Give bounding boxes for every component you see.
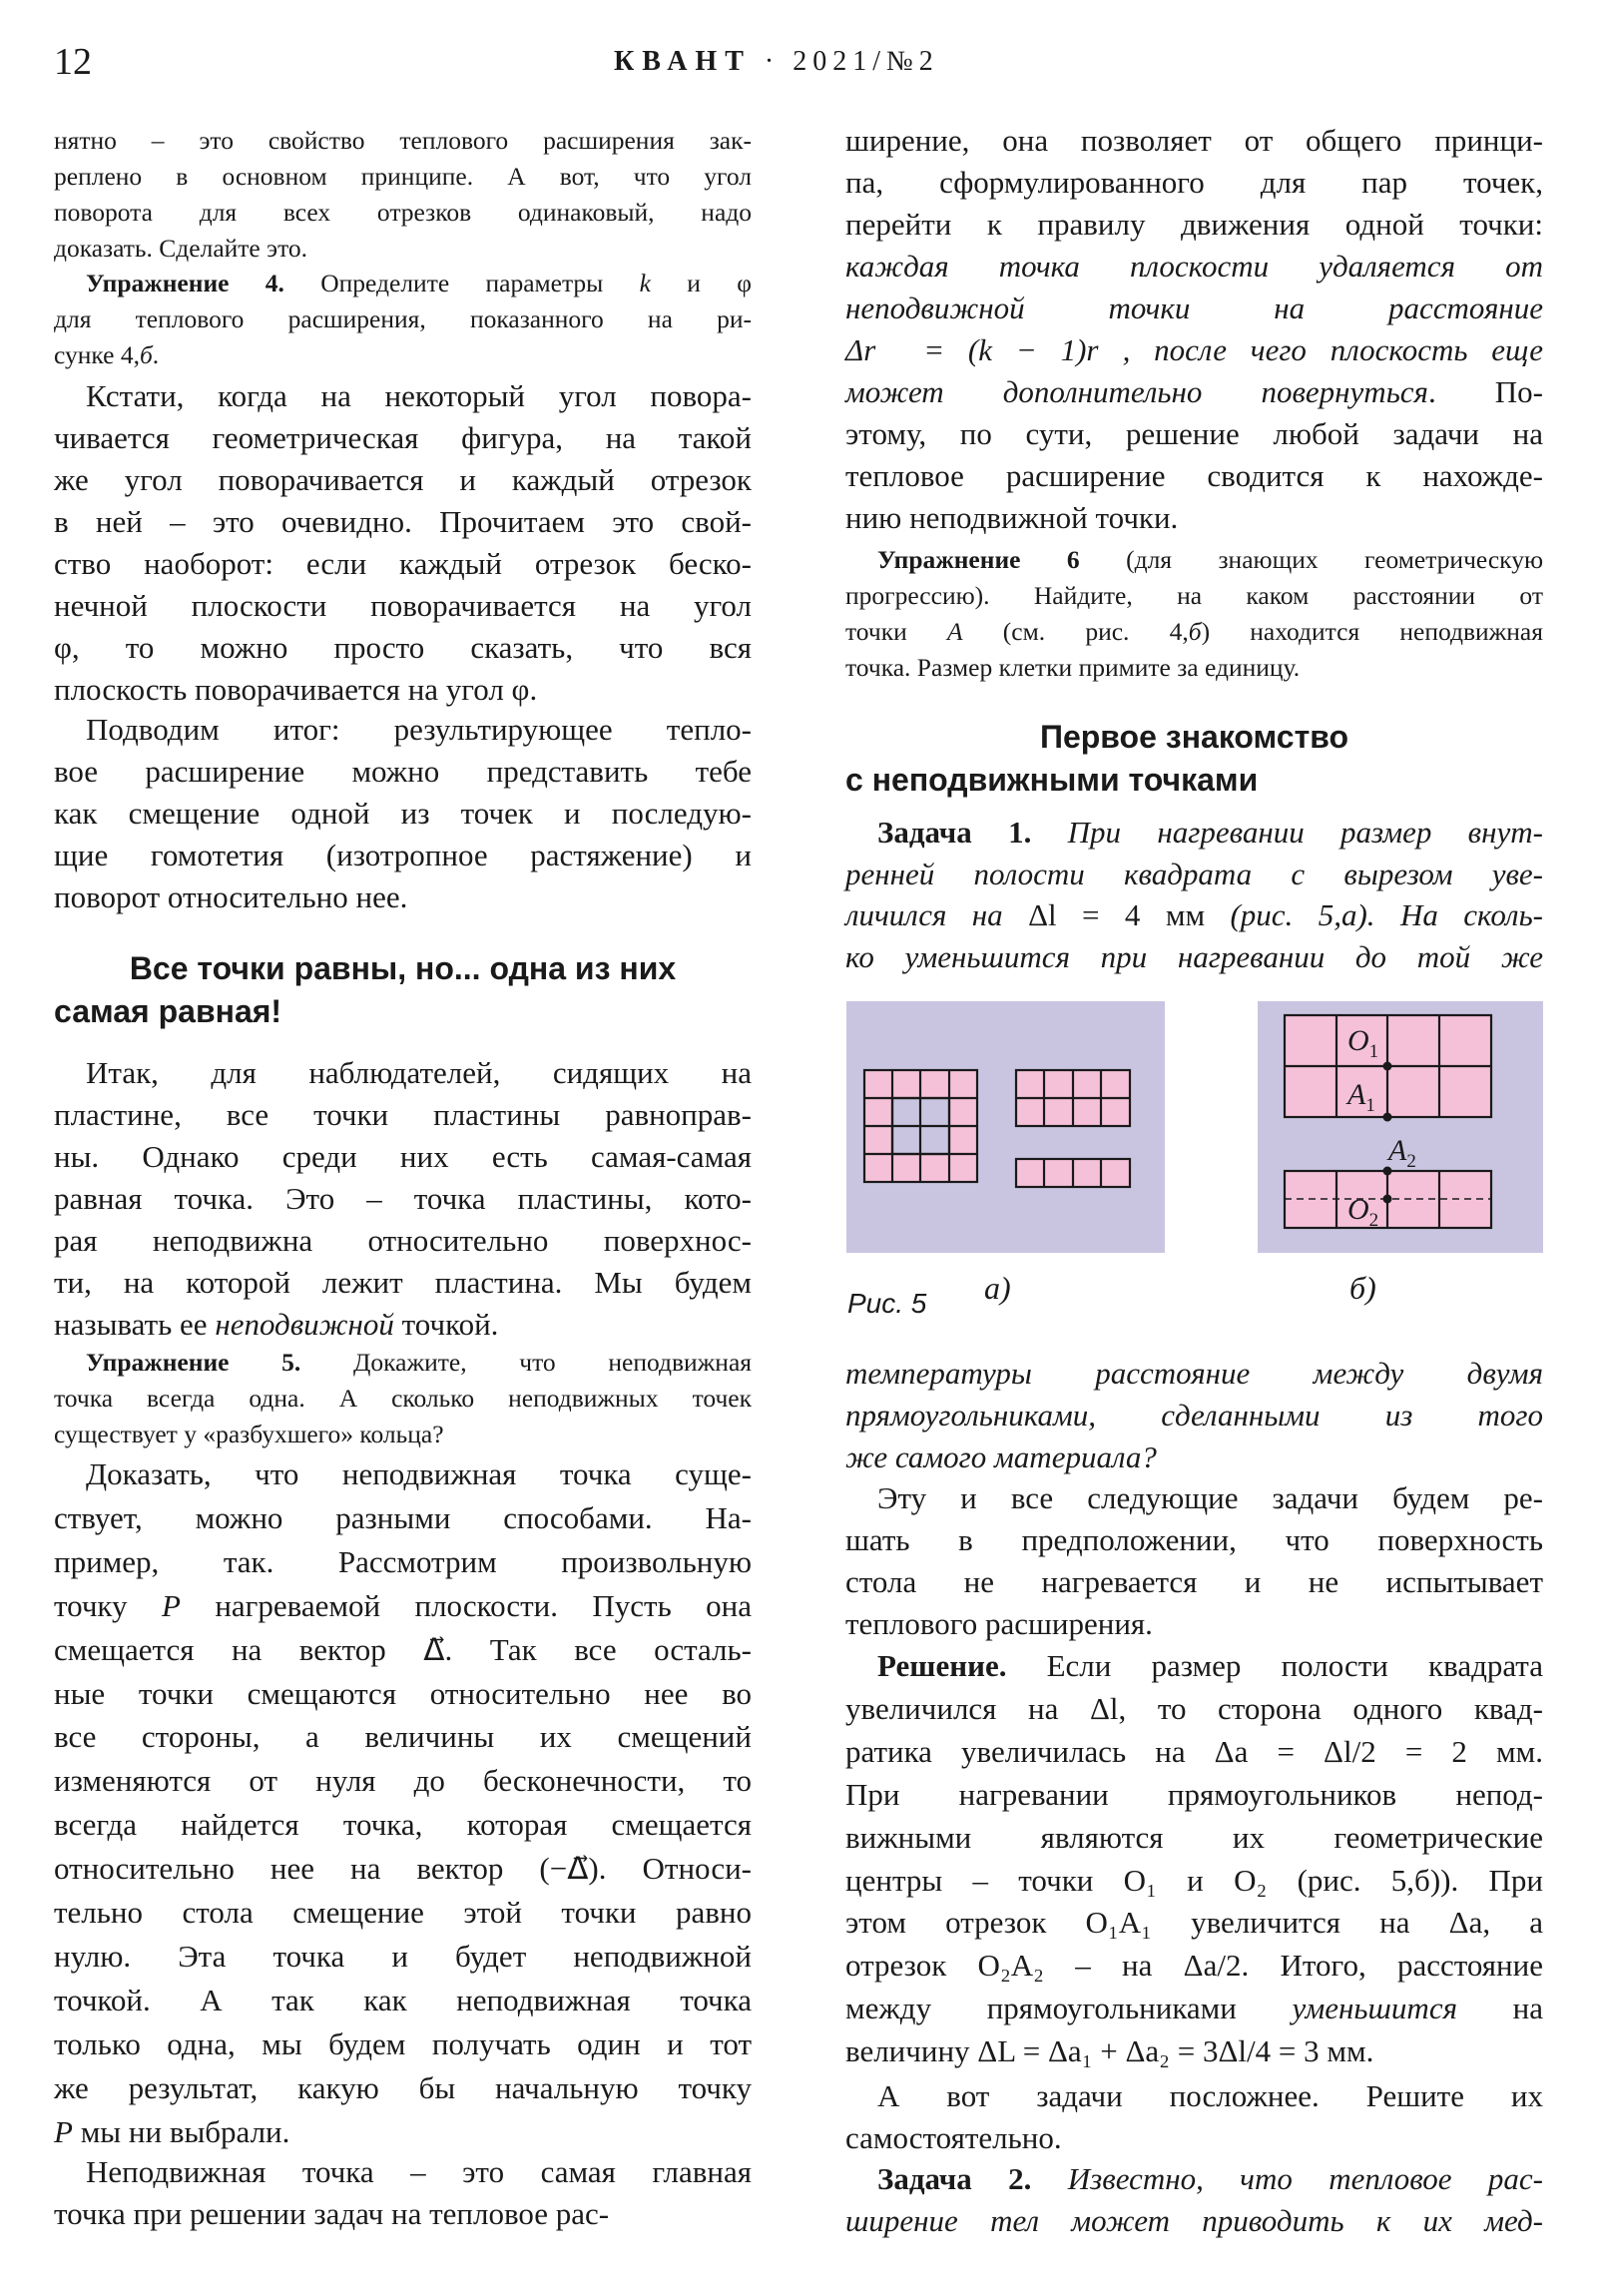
text: Если размер полости квадрата xyxy=(1006,1648,1543,1683)
rectangle-4x1 xyxy=(1016,1159,1130,1187)
text-line xyxy=(845,1774,1543,1817)
text-line xyxy=(54,2151,752,2193)
italic-text: k xyxy=(639,269,651,297)
text: ствует, можно разными способами. На- xyxy=(54,1499,752,1535)
task-2 xyxy=(845,2158,1543,2242)
italic-text: ренней полости квадрата с вырезом уве- xyxy=(845,856,1543,891)
text-line xyxy=(54,2066,752,2110)
text: поворот относительно нее. xyxy=(54,879,408,914)
text: Подводим итог: результирующее тепло- xyxy=(86,712,752,747)
point-o2 xyxy=(1383,1195,1392,1204)
text-line xyxy=(845,1395,1543,1436)
text-line xyxy=(845,2158,1543,2200)
text-line xyxy=(54,1979,752,2022)
text: как смещение одной из точек и последую- xyxy=(54,796,752,831)
paragraph xyxy=(54,2151,752,2235)
text-line xyxy=(845,1988,1543,2030)
text-line xyxy=(845,2030,1543,2073)
text: плоскость поворачивается на угол φ. xyxy=(54,672,538,707)
text: центры – точки O₁ и O₂ (рис. 5,б)). При xyxy=(845,1862,1543,1898)
text: (для знающих геометрическую xyxy=(1079,545,1543,574)
text-line xyxy=(845,1645,1543,1688)
text-line xyxy=(54,1715,752,1759)
text: этом отрезок O₁A₁ увеличится на Δa, а xyxy=(845,1905,1543,1941)
italic-text: б xyxy=(139,340,153,369)
text: мы ни выбрали. xyxy=(72,2113,290,2149)
text: чивается геометрическая фигура, на такой xyxy=(54,420,752,455)
text: точка при решении задач на тепловое рас- xyxy=(54,2196,610,2231)
text: Первое знакомство xyxy=(1039,719,1349,755)
italic-text: уменьшится xyxy=(1292,1991,1457,2026)
text: Докажите, что неподвижная xyxy=(300,1348,752,1377)
text: (см. рис. 4, xyxy=(962,617,1189,646)
text: ти, на которой лежит пластина. Мы будем xyxy=(54,1265,752,1300)
text: вое расширение можно представить тебе xyxy=(54,754,752,789)
text: прогрессию). Найдите, на каком расстоянии от xyxy=(845,581,1543,610)
text: точкой. А так как неподвижная точка xyxy=(54,1982,752,2017)
text-line xyxy=(54,1381,752,1417)
exercise-5 xyxy=(54,1345,752,1452)
text: тепловое расширение сводится к нахожде- xyxy=(845,458,1543,493)
text: равная точка. Это – точка пластины, кото- xyxy=(54,1181,752,1216)
text: Эту и все следующие задачи будем ре- xyxy=(877,1480,1543,1515)
point-a1 xyxy=(1383,1113,1392,1122)
text: φ, то можно просто сказать, что вся xyxy=(54,630,752,665)
point-o1 xyxy=(1383,1062,1392,1071)
label-o2: $O_2$ xyxy=(1347,1193,1379,1231)
text: Итак, для наблюдателей, сидящих на xyxy=(86,1055,752,1090)
rectangle-4x2 xyxy=(1016,1070,1130,1126)
text: . xyxy=(152,340,160,369)
italic-text: При нагревании размер внут- xyxy=(1067,815,1543,850)
text: ные точки смещаются относительно нее во xyxy=(54,1675,752,1711)
italic-text: Δr⃗ = (k − 1)r⃗, после чего плоскость еще xyxy=(845,332,1543,367)
paragraph xyxy=(54,1452,752,2154)
text: ратика увеличилась на Δa = Δl/2 = 2 мм. xyxy=(845,1733,1543,1769)
point-a2 xyxy=(1383,1167,1392,1176)
solution xyxy=(845,1645,1543,2073)
text: Определите параметры xyxy=(283,269,640,297)
text: точкой. xyxy=(393,1307,499,1342)
text-line xyxy=(845,1436,1543,1478)
text: Δl = 4 мм xyxy=(1002,897,1231,933)
text: па, сформулированного для пар точек, xyxy=(845,165,1543,200)
figure-label-b: б) xyxy=(1349,1270,1376,1306)
text: увеличился на Δl, то сторона одного квад- xyxy=(845,1690,1543,1726)
italic-text: б xyxy=(1188,617,1202,646)
text: Неподвижная точка – это самая главная xyxy=(86,2154,752,2189)
bold-text: Упражнение 6 xyxy=(877,545,1080,574)
text-line xyxy=(54,1628,752,1672)
italic-text: неподвижной xyxy=(215,1307,394,1342)
text: А вот задачи посложнее. Решите их xyxy=(877,2078,1543,2113)
text: величину ΔL = Δa₁ + Δa₂ = 3Δl/4 = 3 мм. xyxy=(845,2033,1374,2069)
text: же угол поворачивается и каждый отрезок xyxy=(54,462,752,497)
text: на xyxy=(1457,1991,1543,2026)
text: теплового расширения. xyxy=(845,1606,1153,1641)
text: относительно нее на вектор (−Δ⃗). Относи- xyxy=(54,1851,752,1887)
text-line xyxy=(54,1417,752,1452)
text-line xyxy=(845,2117,1543,2159)
text: точку xyxy=(54,1587,162,1623)
text: самостоятельно. xyxy=(845,2120,1062,2155)
text-line xyxy=(845,1353,1543,1395)
text: точка. Размер клетки примите за единицу. xyxy=(845,653,1301,682)
text: же результат, какую бы начальную точку xyxy=(54,2069,752,2105)
text: называть ее xyxy=(54,1307,216,1342)
text-line xyxy=(845,2075,1543,2117)
text: Кстати, когда на некоторый угол повора- xyxy=(86,378,752,413)
issue-number: · 2021/№2 xyxy=(764,46,939,77)
figure-caption: Рис. 5 xyxy=(847,1288,927,1319)
paragraph xyxy=(845,1477,1543,1645)
text: стола не нагревается и не испытывает xyxy=(845,1564,1543,1599)
text-line xyxy=(54,1452,752,1496)
text: изменяются от нуля до бесконечности, то xyxy=(54,1763,752,1799)
text: тельно стола смещение этой точки равно xyxy=(54,1895,752,1931)
text: рая неподвижна относительно поверхнос- xyxy=(54,1223,752,1258)
text: . По- xyxy=(1427,374,1543,409)
page-number: 12 xyxy=(54,41,92,83)
text: между прямоугольниками xyxy=(845,1991,1293,2026)
italic-text: может дополнительно повернуться xyxy=(845,374,1428,409)
text: При нагревании прямоугольников непод- xyxy=(845,1776,1543,1812)
text: нию неподвижной точки. xyxy=(845,500,1179,535)
text: ны. Однако среди них есть самая-самая xyxy=(54,1139,752,1174)
text: самая равная! xyxy=(54,992,282,1029)
text-line xyxy=(845,1945,1543,1988)
text: смещается на вектор Δ⃗. Так все осталь- xyxy=(54,1631,752,1667)
label-a1: $A_1$ xyxy=(1347,1078,1375,1116)
text: перейти к правилу движения одной точки: xyxy=(845,207,1543,242)
italic-text: A xyxy=(946,617,963,646)
figure-5b xyxy=(1258,1001,1543,1253)
text: щие гомотетия (изотропное растяжение) и xyxy=(54,838,752,872)
text: пример, так. Рассмотрим произвольную xyxy=(54,1543,752,1579)
italic-text: P xyxy=(161,1587,181,1623)
text: поворота для всех отрезков одинаковый, надо xyxy=(54,198,752,227)
text: отрезок O₂A₂ – на Δa/2. Итого, расстояние xyxy=(845,1948,1543,1984)
text-line xyxy=(54,2193,752,2235)
text: нятно – это свойство теплового расширения зак- xyxy=(54,126,752,155)
text-line xyxy=(54,1891,752,1935)
figure-label-a: а) xyxy=(984,1270,1011,1306)
italic-text: P xyxy=(54,2113,73,2149)
text-line xyxy=(845,1519,1543,1561)
text: всегда найдется точка, которая смещается xyxy=(54,1807,752,1843)
text: вижными являются их геометрические xyxy=(845,1819,1543,1855)
bold-text: Упражнение 5. xyxy=(86,1348,301,1377)
text-line xyxy=(845,1731,1543,1774)
text-line xyxy=(845,1817,1543,1860)
text-line xyxy=(845,1603,1543,1645)
text: Все точки равны, но... одна из них xyxy=(129,950,677,986)
journal-title: КВАНТ xyxy=(614,46,752,77)
text xyxy=(1031,2161,1067,2196)
text: в ней – это очевидно. Прочитаем это свой- xyxy=(54,504,752,539)
bold-text: Упражнение 4. xyxy=(86,269,284,297)
text-line xyxy=(54,1847,752,1891)
text-line xyxy=(845,2200,1543,2242)
text: этому, по сути, решение любой задачи на xyxy=(845,416,1543,451)
text: нечной плоскости поворачивается на угол xyxy=(54,588,752,623)
italic-text: (рис. 5,а). На сколь- xyxy=(1230,897,1544,933)
paragraph xyxy=(845,2075,1543,2159)
italic-text: ко уменьшится при нагревании до той же xyxy=(845,938,1543,974)
italic-text: прямоугольниками, сделанными из того xyxy=(845,1397,1543,1433)
text: только одна, мы будем получать один и тот xyxy=(54,2025,752,2061)
text: Доказать, что неподвижная точка суще- xyxy=(86,1456,752,1491)
text: с неподвижными точками xyxy=(845,761,1259,798)
text: реплено в основном принципе. А вот, что угол xyxy=(54,162,752,191)
bold-text: Задача 2. xyxy=(877,2161,1032,2196)
text: ширение, она позволяет от общего принци- xyxy=(845,123,1543,158)
text: пластине, все точки пластины равноправ- xyxy=(54,1097,752,1132)
text: точка всегда одна. А сколько неподвижных точек xyxy=(54,1384,752,1413)
text: для теплового расширения, показанного на ри- xyxy=(54,304,752,333)
bold-text: Задача 1. xyxy=(877,815,1032,850)
text-line xyxy=(54,2022,752,2066)
text-line xyxy=(54,1803,752,1847)
text: ство наоборот: если каждый отрезок беско- xyxy=(54,546,752,581)
figure-5a xyxy=(846,1001,1165,1253)
text: и φ xyxy=(650,269,752,297)
text-line xyxy=(845,1688,1543,1731)
task-1-continued xyxy=(845,1353,1543,1477)
label-o1: $O_1$ xyxy=(1347,1024,1379,1062)
italic-text: Известно, что тепловое рас- xyxy=(1067,2161,1544,2196)
italic-text: температуры расстояние между двумя xyxy=(845,1356,1543,1391)
text-line xyxy=(845,1561,1543,1603)
square-with-hole xyxy=(864,1070,977,1182)
text-line xyxy=(54,1496,752,1540)
text-line xyxy=(54,1935,752,1979)
text-line xyxy=(54,1584,752,1628)
text-line xyxy=(54,1345,752,1381)
text: сунке 4, xyxy=(54,340,140,369)
text-line xyxy=(845,1477,1543,1519)
italic-text: неподвижной точки на расстояние xyxy=(845,290,1543,325)
text-line xyxy=(54,1540,752,1584)
italic-text: же самого материала? xyxy=(845,1438,1157,1474)
italic-text: личился на xyxy=(845,897,1003,933)
text: точки xyxy=(845,617,947,646)
text: ) находится неподвижная xyxy=(1201,617,1543,646)
text-line xyxy=(54,1672,752,1716)
italic-text: ширение тел может приводить к их мед- xyxy=(845,2203,1543,2238)
label-a2: $A_2$ xyxy=(1388,1134,1416,1172)
text: доказать. Сделайте это. xyxy=(54,234,308,263)
text: существует у «разбухшего» кольца? xyxy=(54,1420,444,1448)
text: нагреваемой плоскости. Пусть она xyxy=(180,1587,752,1623)
text: шать в предположении, что поверхность xyxy=(845,1522,1543,1557)
italic-text: каждая точка плоскости удаляется от xyxy=(845,249,1543,284)
text-line xyxy=(54,1759,752,1803)
text-line xyxy=(54,2110,752,2154)
bold-text: Решение. xyxy=(877,1648,1007,1683)
text-line xyxy=(845,1902,1543,1945)
text: нулю. Эта точка и будет неподвижной xyxy=(54,1938,752,1974)
text-line xyxy=(845,1860,1543,1903)
text: все стороны, а величины их смещений xyxy=(54,1719,752,1755)
